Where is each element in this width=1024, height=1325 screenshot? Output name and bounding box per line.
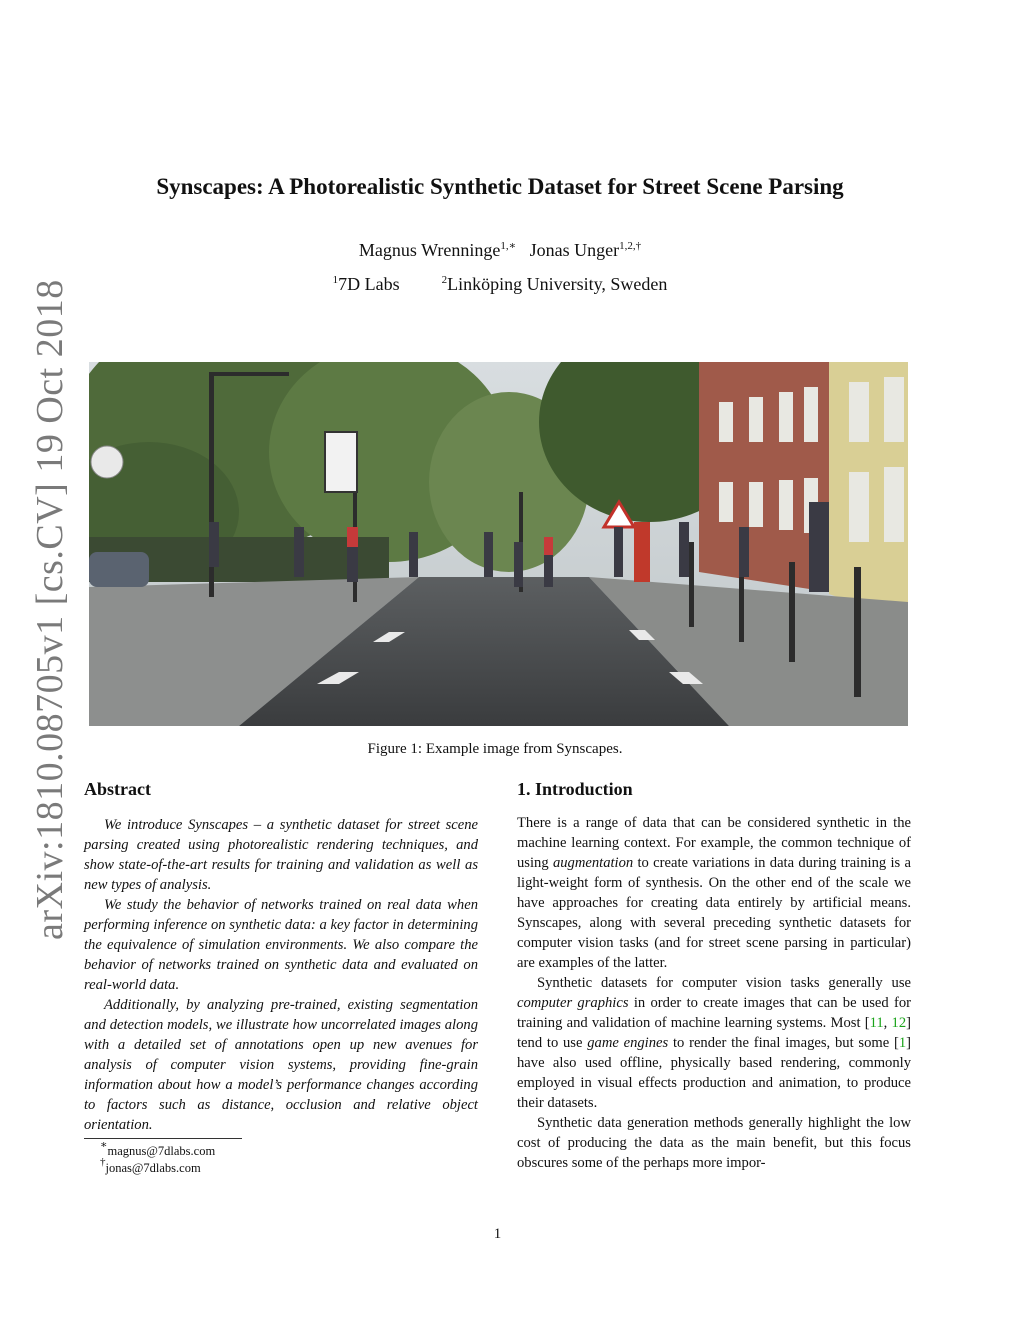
introduction-heading: 1. Introduction: [517, 779, 633, 799]
page-number: 1: [493, 1226, 502, 1242]
author-name: Magnus Wrenninge: [358, 240, 501, 260]
author-superscript: 1,2,†: [619, 240, 642, 252]
affiliation-name: 7D Labs: [338, 274, 400, 294]
citation-link[interactable]: 1: [898, 1035, 907, 1051]
abstract-heading: Abstract: [84, 779, 151, 799]
figure-street-scene: [89, 362, 908, 726]
footnote-rule: [84, 1138, 242, 1139]
citation-link[interactable]: 12: [891, 1015, 907, 1031]
abstract-paragraph: Additionally, by analyzing pre-trained, existing segmentation and detection models, we illustrate how uncorrelated images along with a detailed set of annotations open up new avenues for analysis of computer vision systems, providing fine-grain information about how a model’s performance changes according to factors such as distance, occlusion and relative object orientation.: [84, 997, 478, 1133]
intro-paragraph: Synthetic data generation methods generally highlight the low cost of producing the data as the main benefit, but this focus obscures some of the perhaps more impor-: [517, 1115, 911, 1171]
abstract-body: [84, 815, 478, 1135]
author-name: Jonas Unger: [529, 240, 620, 260]
footnotes: [100, 1139, 216, 1177]
abstract-paragraph: We study the behavior of networks trained on real data when performing inference on synthetic data: a key factor in determining the equivalence of simulation environments. We also compare the behavior of networks trained on synthetic data and evaluated on real-world data.: [84, 897, 478, 993]
author-superscript: 1,∗: [500, 240, 517, 252]
intro-paragraph: There is a range of data that can be considered synthetic in the machine learning context. For example, the common technique of using augmentation to create variations in data during training is a light-weight form of synthesis. On the other end of the scale we have approaches for creating data entirely by artificial means. Synscapes, along with several preceding synthetic datasets for computer vision tasks (and for street scene parsing in particular) are examples of the latter.: [517, 815, 911, 971]
citation-link[interactable]: 11: [869, 1015, 884, 1031]
email-text: magnus@7dlabs.com: [107, 1144, 216, 1158]
arxiv-stamp: arXiv:1810.08705v1 [cs.CV] 19 Oct 2018: [29, 279, 71, 940]
paper-title: Synscapes: A Photorealistic Synthetic Dataset for Street Scene Parsing: [156, 174, 844, 199]
introduction-body: [517, 813, 911, 1173]
affiliation-superscript: 1: [332, 274, 339, 286]
affiliation-name: Linköping University, Sweden: [447, 274, 668, 294]
footnote: ∗magnus@7dlabs.com: [100, 1139, 216, 1158]
email-text: jonas@7dlabs.com: [105, 1161, 201, 1175]
affiliation-line: [0, 274, 1000, 295]
footnote: †jonas@7dlabs.com: [100, 1156, 201, 1175]
affiliation-superscript: 2: [441, 274, 448, 286]
intro-paragraph: Synthetic datasets for computer vision tasks generally use computer graphics in order to create images that can be used for training and validation of machine learning systems. Most [11, 12] tend to use game engines to render the final images, but some [1] have also used offline, physically based rendering, commonly employed in visual effects production and animation, to produce their datasets.: [517, 975, 911, 1111]
abstract-paragraph: We introduce Synscapes – a synthetic dataset for street scene parsing created using photorealistic rendering techniques, and show state-of-the-art results for training and validation as well as new types of analysis.: [84, 817, 478, 893]
author-line: [0, 240, 1000, 261]
figure-caption: Figure 1: Example image from Synscapes.: [367, 741, 623, 757]
